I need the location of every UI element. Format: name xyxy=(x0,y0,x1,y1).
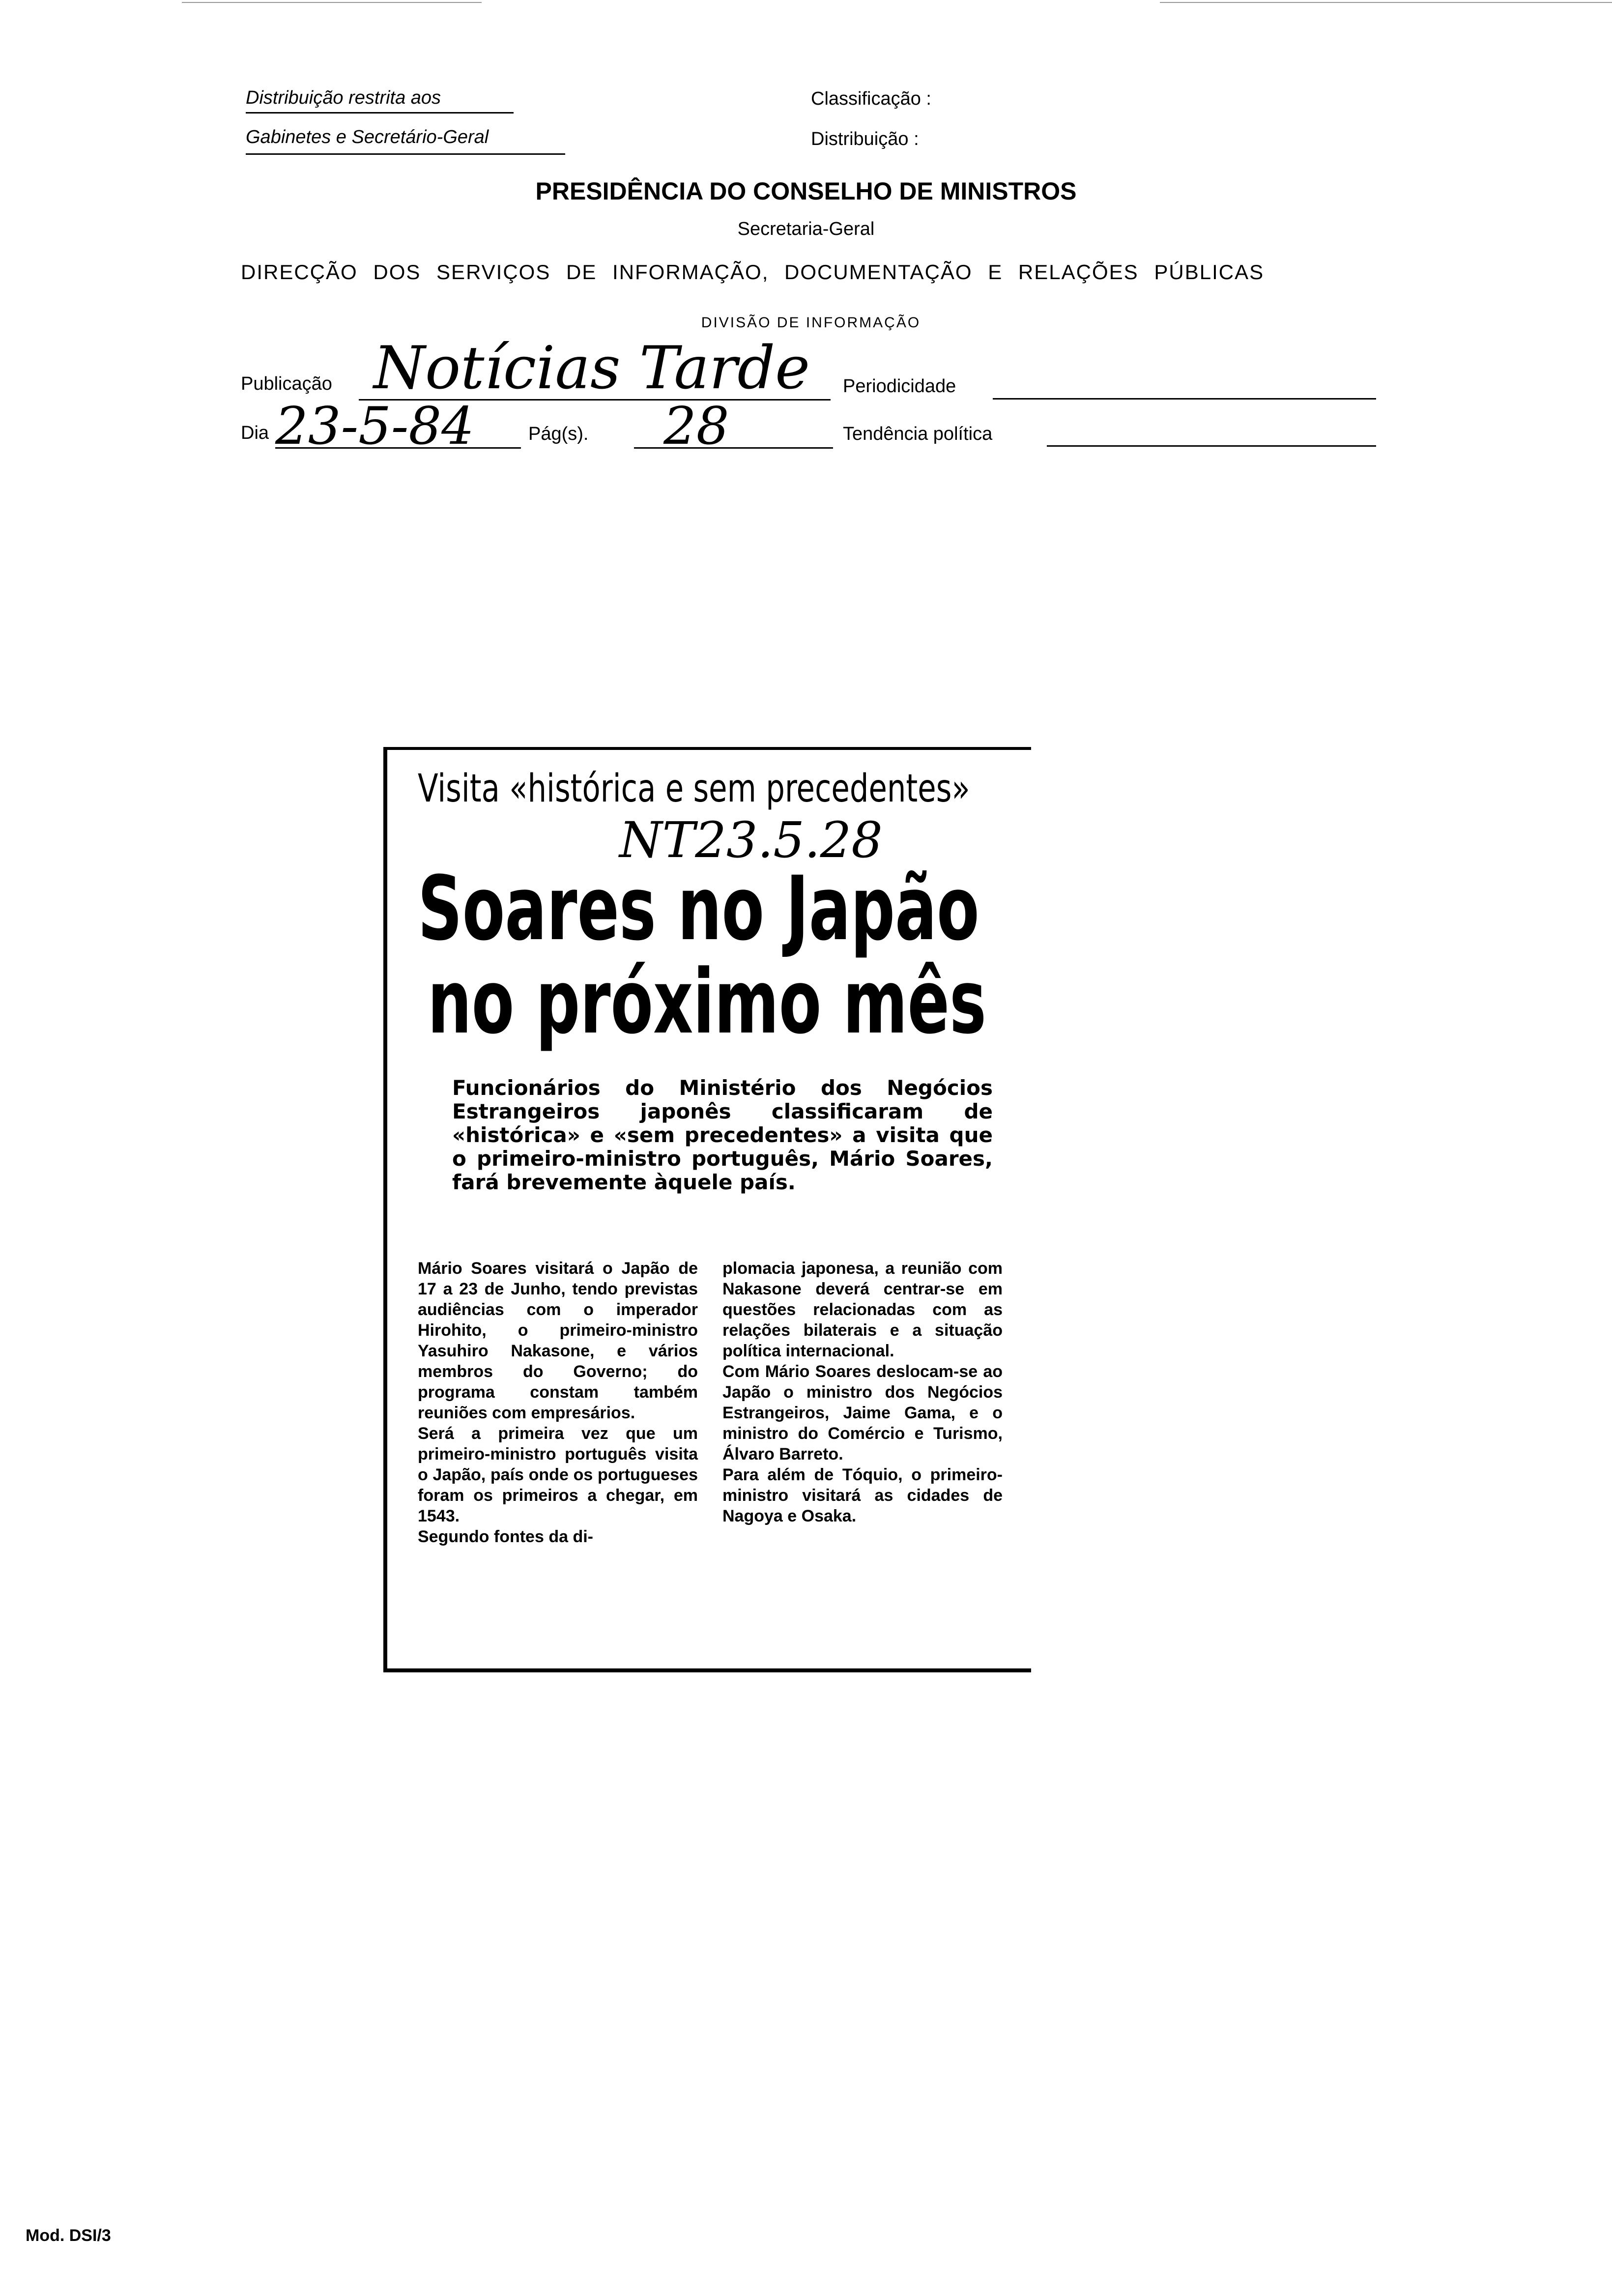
publication-label: Publicação xyxy=(241,373,332,394)
periodicity-label: Periodicidade xyxy=(843,376,956,397)
underline xyxy=(246,112,514,114)
day-label: Dia xyxy=(241,423,269,443)
tendency-field xyxy=(1047,445,1376,447)
handwritten-reference: NT23.5.28 xyxy=(619,811,883,869)
pages-label: Pág(s). xyxy=(528,424,589,444)
underline xyxy=(246,153,565,155)
clipping-column-2: plomacia japonesa, a reunião com Nakasone deverá centrar-se em questões relacionadas com as relações bilaterais e a situação política internacional. Com Mário Soares deslocam-se ao Japão o ministro dos Negócios Estrangeiros, Jaime Gama, e o ministro do Comércio e Turismo, Álvaro Barreto. Para além de Tóquio, o primeiro-ministro visitará as cidades de Nagoya e Osaka. xyxy=(722,1259,1003,1525)
distribution-label: Distribuição : xyxy=(811,129,919,149)
directorate-title: DIRECÇÃO DOS SERVIÇOS DE INFORMAÇÃO, DOCUMENTAÇÃO E RELAÇÕES PÚBLICAS xyxy=(241,260,1265,284)
scan-top-rule xyxy=(182,2,482,3)
periodicity-field xyxy=(993,398,1376,400)
clipping-kicker: Visita «histórica e sem precedentes» xyxy=(418,767,970,811)
day-underline xyxy=(275,447,521,449)
restricted-distribution-line1: Distribuição restrita aos xyxy=(246,87,441,108)
scan-top-rule xyxy=(1160,2,1612,3)
organization-title: PRESIDÊNCIA DO CONSELHO DE MINISTROS xyxy=(535,177,1077,205)
form-code: Mod. DSI/3 xyxy=(26,2226,111,2245)
clipping-headline-line2: no próximo mês xyxy=(428,951,986,1054)
publication-value: Notícias Tarde xyxy=(374,334,810,402)
pages-underline xyxy=(634,447,833,449)
clipping-column-1: Mário Soares visitará o Japão de 17 a 23 de Junho, tendo previstas audiências com o imperador Hirohito, o primeiro-ministro Yasuhiro Nakasone, e vários membros do Governo; do programa constam também reuniões com empresários. Será a primeira vez que um primeiro-ministro português visita o Japão, país onde os portugueses foram os primeiros a chegar, em 1543. Segundo fontes da di- xyxy=(418,1259,698,1546)
restricted-distribution-line2: Gabinetes e Secretário-Geral xyxy=(246,127,489,147)
clipping-lead: Funcionários do Ministério dos Negócios Estrangeiros japonês classificaram de «histórica» e «sem precedentes» a visita que o primeiro-ministro português, Mário Soares, fará brevemente àquele país. xyxy=(452,1076,993,1194)
classification-label: Classificação : xyxy=(811,88,931,109)
division-title: DIVISÃO DE INFORMAÇÃO xyxy=(701,315,921,331)
pages-value: 28 xyxy=(663,396,729,456)
organization-subtitle: Secretaria-Geral xyxy=(737,219,875,239)
clipping-headline-line1: Soares no Japão xyxy=(418,858,979,960)
clipping-top-rule xyxy=(387,747,1031,750)
tendency-label: Tendência política xyxy=(843,424,993,444)
day-value: 23-5-84 xyxy=(275,396,474,456)
